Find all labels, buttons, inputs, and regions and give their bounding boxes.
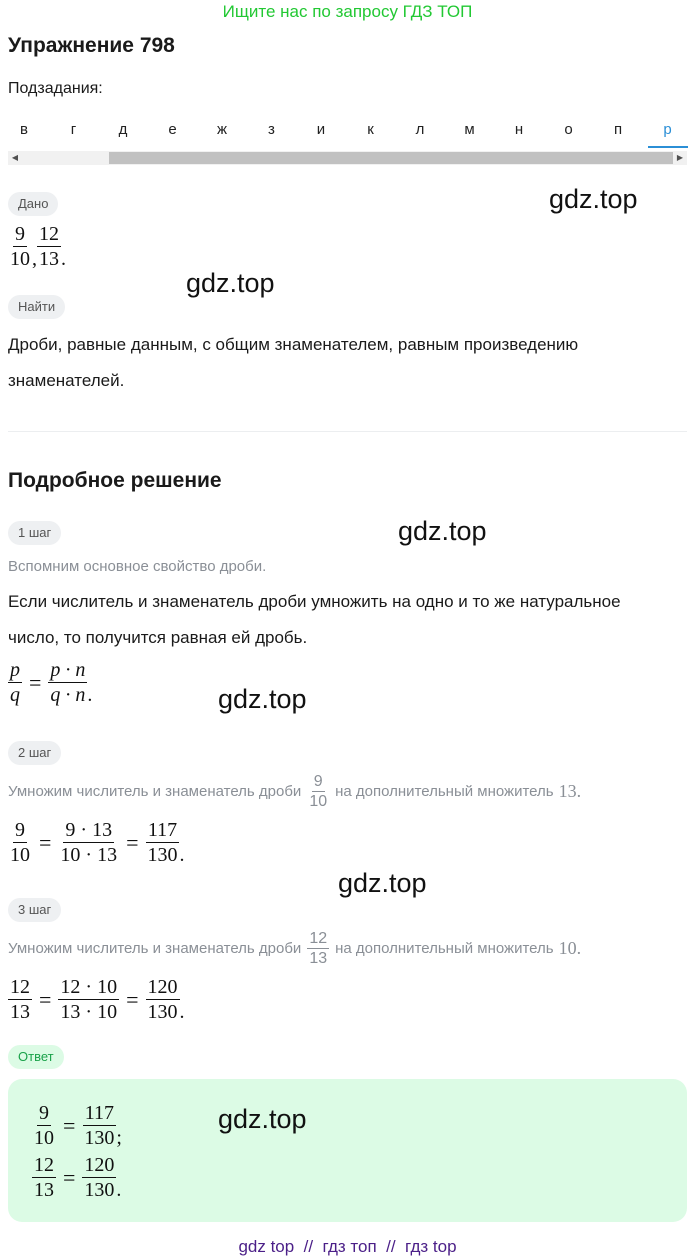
tab-6[interactable]: з xyxy=(268,121,275,138)
tab-10[interactable]: м xyxy=(464,121,475,138)
step-1-text-line-2: число, то получится равная ей дробь. xyxy=(8,628,308,647)
watermark: gdz.top xyxy=(218,1104,307,1134)
step-2-formula: $\frac{9}{10}$ = $\frac{9 \cdot 13}{10 \cdot 13}$ = $\frac{117}{130}$ . xyxy=(10,819,185,866)
given-badge: Дано xyxy=(8,192,58,216)
subtask-tabs xyxy=(0,116,695,148)
scroll-thumb[interactable] xyxy=(109,152,673,164)
find-badge: Найти xyxy=(8,295,65,319)
step-1-badge: 1 шаг xyxy=(8,521,61,545)
tab-8[interactable]: к xyxy=(367,121,374,138)
tab-9[interactable]: л xyxy=(415,121,425,138)
tab-11[interactable]: н xyxy=(514,121,524,138)
step-1-formula: $\frac{p}{q}$ = $\frac{p \cdot n}{q \cdot n}$ . xyxy=(10,659,93,706)
watermark: gdz.top xyxy=(338,868,427,898)
tab-2[interactable]: г xyxy=(70,121,77,138)
subtasks-label: Подзадания: xyxy=(8,80,103,97)
step-2-badge: 2 шаг xyxy=(8,741,61,765)
solution-title: Подробное решение xyxy=(8,469,222,492)
divider xyxy=(8,431,687,432)
horizontal-scrollbar[interactable] xyxy=(8,151,687,165)
tab-13[interactable]: п xyxy=(613,121,623,138)
footer-links[interactable]: gdz top // гдз топ // гдз top xyxy=(238,1237,457,1256)
top-banner: Ищите нас по запросу ГДЗ ТОП xyxy=(222,2,473,21)
tab-1[interactable]: в xyxy=(20,121,28,138)
tab-12[interactable]: о xyxy=(564,121,573,138)
watermark: gdz.top xyxy=(186,268,275,298)
tab-3[interactable]: д xyxy=(118,121,128,138)
find-text-line-1: Дроби, равные данным, с общим знаменателем, равным произведению xyxy=(8,335,579,354)
watermark: gdz.top xyxy=(218,684,307,714)
scroll-right-arrow-icon[interactable]: ▶ xyxy=(676,153,684,162)
tab-5[interactable]: ж xyxy=(216,121,228,138)
answer-line-1: $\frac{9}{10}$ = $\frac{117}{130}$ ; xyxy=(34,1102,122,1149)
step-3-badge: 3 шаг xyxy=(8,898,61,922)
tab-7[interactable]: и xyxy=(316,121,326,138)
answer-line-2: $\frac{12}{13}$ = $\frac{120}{130}$ . xyxy=(34,1154,122,1201)
step-1-hint: Вспомним основное свойство дроби. xyxy=(8,558,267,575)
step-1-text-line-1: Если числитель и знаменатель дроби умножить на одно и то же натуральное xyxy=(8,592,621,611)
step-3-hint: Умножим числитель и знаменатель дроби $\frac{12}{13}$ на дополнительный множитель 10. xyxy=(8,930,582,967)
tab-14[interactable]: р xyxy=(648,116,688,148)
scroll-left-arrow-icon[interactable]: ◀ xyxy=(11,153,19,162)
tab-4[interactable]: е xyxy=(168,121,177,138)
watermark: gdz.top xyxy=(549,184,638,214)
find-text-line-2: знаменателей. xyxy=(8,371,125,390)
step-2-hint: Умножим числитель и знаменатель дроби $\frac{9}{10}$ на дополнительный множитель 13. xyxy=(8,773,582,810)
watermark: gdz.top xyxy=(398,516,487,546)
step-3-formula: $\frac{12}{13}$ = $\frac{12 \cdot 10}{13 \cdot 10}$ = $\frac{120}{130}$ . xyxy=(10,976,185,1023)
answer-badge: Ответ xyxy=(8,1045,64,1069)
given-fractions: $\frac{9}{10}$ , $\frac{12}{13}$ . xyxy=(10,223,66,270)
page-title: Упражнение 798 xyxy=(8,34,175,57)
